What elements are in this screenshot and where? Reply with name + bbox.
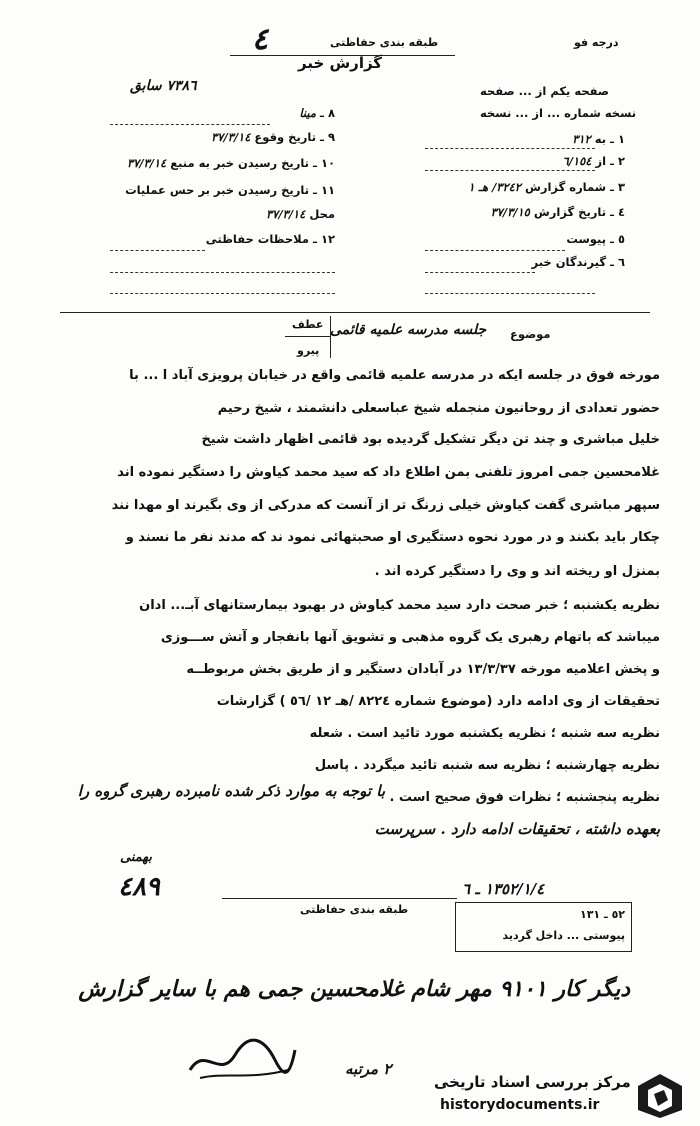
field-sender: ٢ ـ از ٦/١٥٤	[562, 154, 625, 168]
opinion-line: نظریه یکشنبه ؛ خبر صحت دارد سید محمد کیاوش در بهبود بیمارستانهای آبـ... ادان	[139, 598, 660, 613]
body-line: سپهر مباشری گفت کیاوش خیلی زرنگ تر از آنست که مدرکی از وی بگیرند او مهدا نند	[111, 498, 660, 513]
opinion-line: و پخش اعلامیه مورخه ١٣/٣/٣٧ در آبادان دستگیر و از طریق بخش مربوطــه	[186, 662, 660, 677]
body-line: غلامحسین جمی امروز تلفنی بمن اطلاع داد که سید محمد کیاوش را دستگیر نموده اند	[117, 465, 660, 480]
footer-handwritten-note: دیگر کار ٩١٠١ مهر شام غلامحسین جمی هم با سایر گزارش	[78, 976, 630, 1002]
opinion-line: نظریه سه شنبه ؛ نظریه یکشنبه مورد تائید است . شعله	[309, 726, 660, 741]
subject-value: جلسه مدرسه علمیه قائمی	[330, 322, 487, 338]
opinion-line: نظریه چهارشنبه ؛ نظریه سه شنبه تائید میگردد . پاسل	[314, 758, 660, 773]
footer-left-number: ٤٨٩	[118, 872, 160, 902]
final-opinion-handwritten: با توجه به موارد ذکر شده نامبرده رهبری گروه را	[77, 782, 385, 800]
subject-followup-note: پیرو	[297, 344, 320, 357]
initials: بهمنی	[120, 850, 152, 865]
field-report-number: ٣ ـ شماره گزارش ٣٢٤٢/ هـ ١	[468, 180, 625, 194]
registry-filed-line: پیوستی ... داخل گردید	[502, 929, 625, 942]
field-attachment: ٥ ـ پیوست	[566, 232, 625, 246]
bottom-small-note: ٢ مرتبه	[345, 1060, 392, 1078]
signature-icon	[180, 1030, 300, 1090]
body-line: مورخه فوق در جلسه ایکه در مدرسه علمیه قائمی واقع در خیابان پرویزی آباد ا ... با	[129, 368, 660, 383]
registry-stamp	[455, 902, 632, 952]
field-news-to-source: ١٠ ـ تاریخ رسیدن خبر به منبع ٣٧/٣/١٤	[126, 156, 335, 170]
archive-logo-icon	[634, 1070, 686, 1120]
date-stamp: ١٣٥٢/١/٤ ـ ٦	[462, 880, 545, 898]
priority-label: درجه فو	[574, 36, 619, 49]
opinion-line: تحقیقات از وی ادامه دارد (موضوع شماره ٨٢٢٤ /هـ ١٢ /٥٦ ) گزارشات	[216, 694, 660, 709]
footer-classification: طبقه بندی حفاظتی	[300, 903, 409, 916]
field-security-notes: ١٢ ـ ملاحظات حفاظتی	[205, 232, 335, 246]
opinion-line: میباشد که باتهام رهبری یک گروه مذهبی و تشویق آنها بانفجار و آتش ســـوزی	[160, 630, 660, 645]
body-line: چکار باید بکنند و در مورد نحوه دستگیری او صحبتهائی نمود ند که مدند نفر ما نسند و	[125, 530, 660, 545]
field-report-date: ٤ ـ تاریخ گزارش ٣٧/٣/١٥	[490, 205, 625, 219]
field-location: محل ٣٧/٣/١٤	[266, 207, 335, 221]
subject-reference-note: عطف	[292, 318, 324, 331]
copy-line: نسخه شماره ... از ... نسخه	[480, 106, 637, 120]
classification-mark: ٤	[252, 22, 269, 57]
report-title: گزارش خبر	[298, 54, 383, 72]
body-line: حضور تعدادی از روحانیون منجمله شیخ عباسعلی دانشمند ، شیخ رحیم	[217, 401, 660, 416]
classification-label: طبقه بندی حفاظتی	[330, 36, 439, 49]
watermark-site: historydocuments.ir	[440, 1097, 600, 1113]
final-opinion-handwritten-2: بعهده داشته ، تحقیقات ادامه دارد . سرپرست	[374, 820, 660, 838]
body-line: خلیل مباشری و چند تن دیگر تشکیل گردیده بود قائمی اظهار داشت شیخ	[201, 432, 660, 447]
page-line: صفحه یکم از ... صفحه	[480, 84, 610, 98]
field-recipient: ١ ـ به ٣١٢	[572, 132, 625, 146]
final-opinion-typed: نظریه پنجشنبه ؛ نظرات فوق صحیح است .	[389, 790, 660, 805]
field-receivers: ٦ ـ گیرندگان خبر	[531, 255, 625, 269]
registry-number: ٥٢ ـ ١٣١	[579, 908, 625, 921]
watermark-org-name: مرکز بررسی اسناد تاریخی	[434, 1073, 631, 1091]
field-8: ٨ ـ مینا	[299, 106, 335, 120]
ref-number: ٧٣٨٦ سابق	[130, 78, 197, 94]
field-occurrence-date: ٩ ـ تاریخ وقوع ٣٧/٣/١٤	[211, 130, 335, 144]
body-line: بمنزل او ریخته اند و وی را دستگیر کرده اند .	[374, 564, 660, 579]
subject-label: موضوع	[510, 327, 551, 341]
field-news-to-ops: ١١ ـ تاریخ رسیدن خبر بر حس عملیات	[125, 183, 335, 197]
